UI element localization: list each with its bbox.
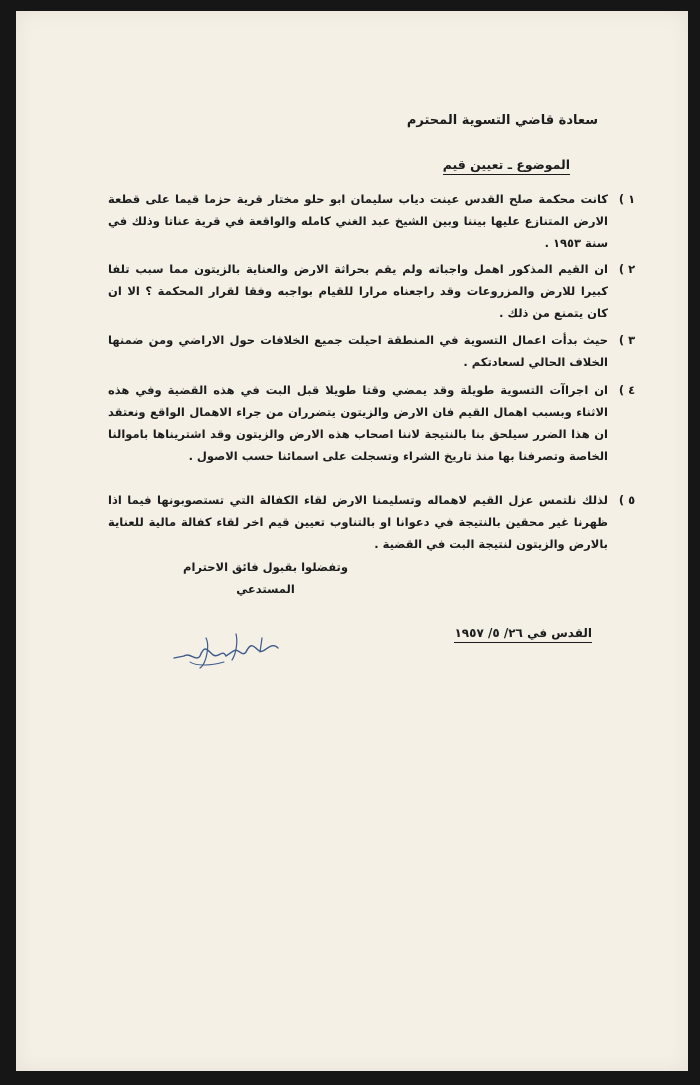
closing-line: وتفضلوا بقبول فائق الاحترام xyxy=(183,560,348,574)
paragraph-text: لذلك نلتمس عزل القيم لاهماله وتسليمنا الارض لقاء الكفالة التي تستصوبونها فيما اذا ظهرنا غير محقين بالنتيجة في دعوانا او بالتناوب تعيين قيم اخر لقاء كفالة مالية للعناية بالارض والزيتون لنتيجة البت في القضية . xyxy=(108,493,608,551)
paragraph-4 xyxy=(108,379,636,467)
closing-role: المستدعي xyxy=(236,582,295,596)
handwritten-signature xyxy=(166,626,286,676)
subject-line: الموضوع ـ تعيين قيم xyxy=(443,157,570,175)
paragraph-text: ان اجراآت التسوية طويلة وقد يمضي وقتا طويلا قبل البت في هذه القضية وفي هذه الاثناء وبسبب اهمال القيم فان الارض والزيتون يتضرران من جراء الاهمال الواقع ونعتقد ان هذا الضرر سيلحق بنا بالنتيجة لاننا اصحاب هذه الارض والزيتون وقد اشتريناها باموالنا الخاصة وتصرفنا بها منذ تاريخ الشراء وتسجلت على اسمائنا حسب الاصول . xyxy=(108,383,608,463)
paragraph-text: حيث بدأت اعمال التسوية في المنطقة احيلت جميع الخلافات حول الاراضي ومن ضمنها الخلاف الحالي لسعادتكم . xyxy=(108,333,608,369)
paragraph-number: ٥ ) xyxy=(618,493,636,507)
paragraph-text: كانت محكمة صلح القدس عينت دياب سليمان ابو حلو مختار قرية حزما قيما على قطعة الارض المتنازع عليها بيننا وبين الشيخ عبد الغني كامله والواقعة في قرية عناتا وذلك في سنة ١٩٥٣ . xyxy=(108,192,608,250)
paragraph-5 xyxy=(108,489,636,555)
addressee-line: سعادة قاضي التسوية المحترم xyxy=(406,113,598,128)
paragraph-number: ٣ ) xyxy=(618,333,636,347)
paragraph-text: ان القيم المذكور اهمل واجباته ولم يقم بحراثة الارض والعناية بالزيتون مما سبب تلفا كبيرا للارض والمزروعات وقد راجعناه مرارا للقيام بواجبه وفقا لقرار المحكمة ؟ الا ان كان يتمنع من ذلك . xyxy=(108,262,608,320)
paragraph-number: ٤ ) xyxy=(618,383,636,397)
paragraph-3 xyxy=(108,329,636,373)
paragraph-1 xyxy=(108,188,636,254)
paragraph-number: ١ ) xyxy=(618,192,636,206)
closing-block xyxy=(183,556,348,600)
letter-page xyxy=(16,11,688,1071)
paragraph-2 xyxy=(108,258,636,324)
date-line: القدس في ٢٦/ ٥/ ١٩٥٧ xyxy=(454,626,592,643)
paragraph-number: ٢ ) xyxy=(618,262,636,276)
